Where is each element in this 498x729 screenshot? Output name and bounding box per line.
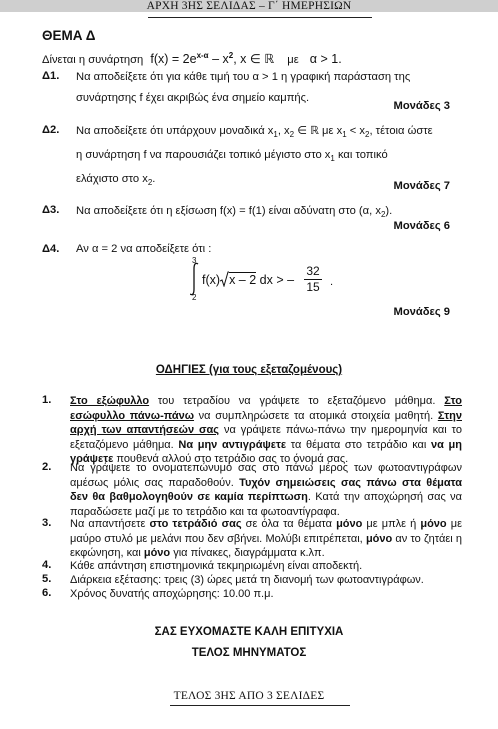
intro-sq: 2 bbox=[228, 51, 234, 60]
marks-d1: Μονάδες 3 bbox=[393, 100, 450, 112]
sqrt-icon bbox=[220, 271, 229, 287]
instruction-segment: μόνο bbox=[420, 518, 447, 530]
intro-text: Δίνεται η συνάρτηση bbox=[42, 54, 144, 66]
instruction-segment: σε όλα τα θέματα bbox=[241, 518, 337, 530]
instruction-segment: με μαύρο στυλό με μελάνι που δεν σβήνει. Μολύβι επιτρέπεται, bbox=[70, 518, 462, 545]
instruction-segment: Να απαντήσετε bbox=[70, 518, 150, 530]
instruction-segment: Στο εσώφυλλο πάνω-πάνω bbox=[70, 395, 463, 422]
integral-body: f(x) x – 2 dx > – bbox=[202, 273, 295, 287]
instruction-text bbox=[70, 461, 462, 519]
question-label-d4: Δ4. bbox=[42, 243, 60, 255]
closing-line2: ΤΕΛΟΣ ΜΗΝΥΜΑΤΟΣ bbox=[191, 647, 307, 659]
instruction-segment: Στην αρχή των απαντήσεών σας bbox=[70, 409, 462, 436]
header-underline bbox=[148, 17, 372, 18]
d2-line1: Να αποδείξετε ότι υπάρχουν μοναδικά $x_1$, $x_2$ ∈ ℝ με $x_1 < x_2$, τέτοια ώστε bbox=[76, 125, 433, 139]
instruction-text bbox=[70, 559, 462, 574]
instruction-segment: να συμπληρώσετε τα ατομικά στοιχεία μαθητή. bbox=[194, 409, 438, 422]
instruction-segment: Να μην αντιγράψετε bbox=[178, 438, 287, 451]
instruction-segment: να γράψετε πάνω-πάνω την ημερομηνία και το εξεταζόμενο μάθημα. bbox=[70, 424, 462, 451]
instruction-segment: μόνο bbox=[336, 518, 363, 530]
instruction-segment: να μη γράψετε bbox=[70, 438, 462, 465]
instructions-title: ΟΔΗΓΙΕΣ (για τους εξεταζομένους) bbox=[155, 364, 343, 376]
question-label-d1: Δ1. bbox=[42, 70, 60, 82]
instruction-number: 4. bbox=[42, 559, 52, 571]
page-header: ΑΡΧΗ 3ΗΣ ΣΕΛΙΔΑΣ – Γ΄ ΗΜΕΡΗΣΙΩΝ bbox=[146, 0, 352, 12]
theme-title: ΘΕΜΑ Δ bbox=[42, 28, 96, 43]
question-label-d3: Δ3. bbox=[42, 204, 60, 216]
instruction-segment: τα θέματα στο τετράδιο και bbox=[286, 438, 432, 451]
intro-fx: f(x) = 2e bbox=[150, 52, 197, 66]
instruction-number: 5. bbox=[42, 573, 52, 585]
question-label-d2: Δ2. bbox=[42, 124, 60, 136]
integral-expression bbox=[190, 256, 350, 304]
instruction-text bbox=[70, 587, 462, 602]
d2-line2: η συνάρτηση f να παρουσιάζει τοπικό μέγιστο στο $x_1$ και τοπικό bbox=[76, 149, 388, 163]
closing-line1: ΣΑΣ ΕΥΧΟΜΑΣΤΕ ΚΑΛΗ ΕΠΙΤΥΧΙΑ bbox=[154, 626, 344, 638]
page-footer: ΤΕΛΟΣ 3ΗΣ ΑΠΟ 3 ΣΕΛΙΔΕΣ bbox=[173, 690, 325, 702]
instruction-segment: Να γράψετε το ονοματεπώνυμό σας στο πάνω μέρος των φωτοαντιγράφων αμέσως μόλις σας παραδοθούν. bbox=[70, 462, 462, 489]
instruction-segment: Κάθε απάντηση επιστημονικά τεκμηριωμένη είναι αποδεκτή. bbox=[70, 560, 363, 572]
instruction-segment: αν το ζητάει η εκφώνηση, και bbox=[70, 532, 462, 559]
instructions-title-wrap bbox=[0, 364, 498, 376]
instruction-segment: με μπλε ή bbox=[362, 518, 421, 530]
instruction-segment: του τετραδίου να γράψετε το εξεταζόμενο μάθημα. bbox=[149, 395, 445, 407]
d2-line3: ελάχιστο στο $x_2$. bbox=[76, 173, 156, 187]
integral-sign-icon bbox=[190, 262, 200, 296]
d4-end-period: . bbox=[330, 276, 334, 288]
instruction-segment: Χρόνος δυνατής αποχώρησης: 10.00 π.μ. bbox=[70, 588, 274, 600]
instruction-segment: Τυχόν σημειώσεις σας πάνω στα θέματα δεν θα βαθμολογηθούν σε καμία περίπτωση bbox=[70, 476, 463, 503]
instruction-text bbox=[70, 517, 462, 561]
marks-d3: Μονάδες 6 bbox=[393, 220, 450, 232]
marks-d2: Μονάδες 7 bbox=[393, 180, 450, 192]
instruction-text bbox=[70, 573, 462, 588]
fraction-numerator: 32 bbox=[306, 264, 320, 278]
instruction-segment: μόνο bbox=[143, 547, 171, 559]
question-text-d3: Να αποδείξετε ότι η εξίσωση f(x) = f(1) είναι αδύνατη στο (α, $x_2$). bbox=[76, 205, 393, 219]
theme-intro bbox=[42, 51, 342, 66]
instruction-number: 2. bbox=[42, 461, 52, 473]
instruction-number: 3. bbox=[42, 517, 52, 529]
instruction-segment: στο τετράδιό σας bbox=[149, 518, 242, 530]
instruction-segment: Διάρκεια εξέτασης: τρεις (3) ώρες μετά τη διανομή των φωτοαντιγράφων. bbox=[70, 574, 424, 586]
intro-rest: – x bbox=[208, 52, 229, 66]
fraction-denominator: 15 bbox=[304, 279, 322, 295]
integral-lower: 2 bbox=[192, 293, 197, 302]
intro-cond: α > 1. bbox=[309, 52, 342, 66]
instruction-segment: . Κατά την αποχώρησή σας να παραδώσετε μαζί με το τετράδιο και τα φωτοαντίγραφα. bbox=[70, 491, 463, 518]
d1-line1: Να αποδείξετε ότι για κάθε τιμή του α > 1 η γραφική παράσταση της bbox=[76, 71, 411, 83]
marks-d4: Μονάδες 9 bbox=[393, 306, 450, 318]
integral-upper: 3 bbox=[192, 256, 197, 265]
d1-line2: συνάρτησης f έχει ακριβώς ένα σημείο καμπής. bbox=[76, 92, 310, 104]
d4-line1: Αν α = 2 να αποδείξετε ότι : bbox=[76, 243, 212, 255]
instruction-segment: για πίνακες, διαγράμματα κ.λπ. bbox=[170, 547, 325, 559]
fraction bbox=[304, 264, 322, 295]
intro-me: με bbox=[287, 54, 299, 66]
instruction-segment: μόνο bbox=[365, 532, 393, 545]
intro-exp: x-α bbox=[196, 51, 209, 60]
instruction-number: 6. bbox=[42, 587, 52, 599]
instruction-text bbox=[70, 394, 462, 467]
instruction-segment: Στο εξώφυλλο bbox=[70, 395, 150, 407]
instruction-segment: πουθενά αλλού στο τετράδιο σας το όνομά σας. bbox=[113, 453, 349, 465]
intro-domain: , x ∈ ℝ bbox=[233, 52, 275, 66]
instruction-number: 1. bbox=[42, 394, 52, 406]
footer-underline bbox=[170, 705, 350, 706]
